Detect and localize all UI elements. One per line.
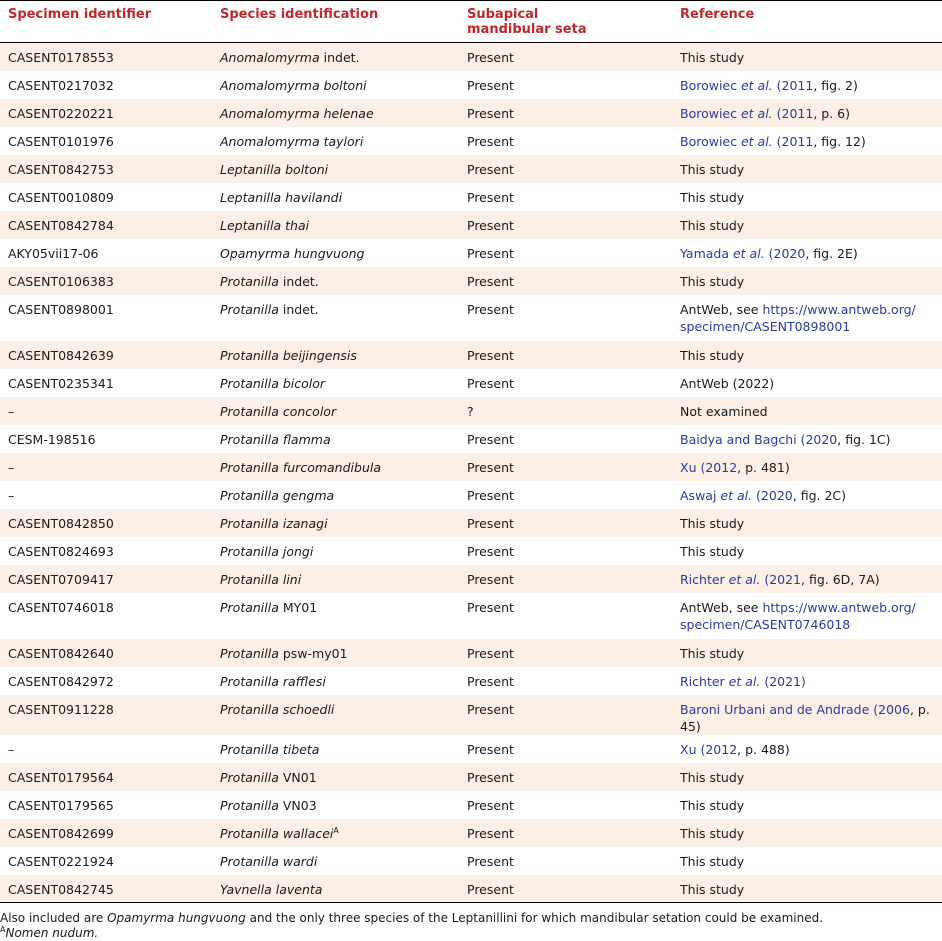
reference-text: This study [680,543,745,559]
reference-text: AntWeb, see [680,599,763,615]
seta-cell: Present [467,459,514,475]
species-name: Anomalomyrma boltoni [220,77,367,93]
table-row [0,481,942,509]
header-species-identification: Species identification [212,1,459,43]
specimen-id-cell: CASENT0220221 [8,105,114,121]
table-row [0,369,942,397]
seta-cell: Present [467,301,514,317]
seta-cell: Present [467,77,514,93]
seta-cell: Present [467,431,514,447]
reference-text: This study [680,881,745,897]
specimen-id-cell: CASENT0842850 [8,515,114,531]
reference-link[interactable]: Borowiec [680,105,741,121]
reference-cell [672,565,942,593]
reference-link[interactable]: Richter [680,673,729,689]
specimen-id-cell: CASENT0842784 [8,217,114,233]
reference-cell [672,211,942,239]
species-name: Leptanilla boltoni [220,161,329,177]
species-name: Protanilla [220,797,279,813]
reference-link[interactable]: (2020 [764,245,806,261]
reference-cell [672,875,942,903]
table-row [0,127,942,155]
species-cell [212,369,459,397]
reference-text: , p. 6) [813,105,850,121]
species-cell [212,211,459,239]
table-body [0,43,942,903]
seta-cell: Present [467,825,514,841]
reference-link[interactable]: Aswaj [680,487,721,503]
species-cell [212,43,459,71]
table-row [0,565,942,593]
specimen-id-cell: CASENT0179565 [8,797,114,813]
species-name: Leptanilla thai [220,217,310,233]
reference-link[interactable]: (2020 [752,487,793,503]
species-cell [212,397,459,425]
footnote-text: Nomen nudum. [5,926,99,940]
species-name: Anomalomyrma [220,50,320,65]
reference-text: , p. 45) [680,701,930,734]
note-line [0,911,942,926]
table-row [0,763,942,791]
reference-text: , fig. 2E) [805,245,858,261]
reference-text: This study [680,515,745,531]
species-cell [212,453,459,481]
species-name: Protanilla wardi [220,853,318,869]
reference-cell [672,239,942,267]
specimen-id-cell: CASENT0221924 [8,853,114,869]
reference-cell [672,369,942,397]
reference-link[interactable]: Baidya and Bagchi (2020 [680,431,838,447]
table-row [0,735,942,763]
reference-cell [672,735,942,763]
species-name: Leptanilla havilandi [220,189,343,205]
footnote-marker: A [0,925,6,934]
specimen-id-cell: CASENT0010809 [8,189,114,205]
species-name: Protanilla lini [220,571,302,587]
seta-cell: Present [467,245,514,261]
species-name: Protanilla tibeta [220,741,320,757]
species-qualifier: indet. [278,273,319,289]
specimen-id-cell: CASENT0178553 [8,50,114,65]
specimen-id-cell: CASENT0746018 [8,599,114,615]
specimen-id-cell: – [8,459,15,475]
reference-link[interactable]: et al. [740,105,773,121]
reference-cell [672,425,942,453]
species-name: Opamyrma hungvuong [220,245,365,261]
reference-link[interactable]: Yamada [680,245,733,261]
seta-cell: Present [467,189,514,205]
reference-cell [672,695,942,735]
reference-link[interactable]: (2021 [760,571,802,587]
specimen-id-cell: CASENT0235341 [8,375,114,391]
reference-cell [672,295,942,341]
species-name: Protanilla gengma [220,487,335,503]
reference-cell [672,509,942,537]
reference-link[interactable]: Xu (2012 [680,459,738,475]
specimen-id-cell: CASENT0842745 [8,881,114,897]
species-cell [212,71,459,99]
species-name: Protanilla schoedli [220,701,335,717]
reference-cell [672,397,942,425]
specimen-id-cell: CASENT0898001 [8,301,114,317]
reference-text: This study [680,347,745,363]
species-cell [212,537,459,565]
species-name: Protanilla rafflesi [220,673,326,689]
species-cell [212,791,459,819]
specimen-id-cell: – [8,403,15,419]
reference-cell [672,99,942,127]
seta-cell: Present [467,645,514,661]
table-row [0,667,942,695]
species-cell [212,565,459,593]
specimen-id-cell: – [8,487,15,503]
specimen-id-cell: CASENT0911228 [8,701,114,717]
note-italic-species: Opamyrma hungvuong [107,911,246,925]
species-cell [212,639,459,667]
table-row [0,267,942,295]
reference-cell [672,537,942,565]
header-specimen-identifier: Specimen identifier [0,1,212,43]
reference-cell [672,155,942,183]
species-cell [212,341,459,369]
reference-text: This study [680,645,745,661]
table-row [0,425,942,453]
seta-cell: Present [467,487,514,503]
reference-cell [672,43,942,71]
specimen-id-cell: CASENT0101976 [8,133,114,149]
table-row [0,819,942,847]
reference-link[interactable]: et al. [740,133,773,149]
table-row [0,71,942,99]
reference-link[interactable]: Richter [680,571,729,587]
specimen-id-cell: CASENT0106383 [8,273,114,289]
seta-cell: Present [467,161,514,177]
species-cell [212,127,459,155]
species-cell [212,267,459,295]
species-cell [212,155,459,183]
table-row [0,239,942,267]
reference-cell [672,341,942,369]
species-name: Protanilla concolor [220,403,337,419]
species-name: Protanilla [220,769,279,785]
reference-link[interactable]: et al. [732,245,765,261]
reference-link[interactable]: (2011 [772,77,814,93]
seta-cell: Present [467,797,514,813]
specimen-id-cell: CASENT0179564 [8,769,114,785]
species-cell [212,183,459,211]
species-cell [212,819,459,847]
seta-cell: Present [467,881,514,897]
table-notes [0,903,942,941]
reference-link[interactable]: Borowiec [680,77,741,93]
table-row [0,537,942,565]
note-text: Also included are [0,911,108,925]
reference-text: This study [680,217,745,233]
reference-link[interactable]: https://www.antweb.org/ specimen/CASENT0898001 [680,301,916,334]
reference-text: AntWeb (2022) [680,375,775,391]
seta-cell: Present [467,543,514,559]
reference-text: This study [680,797,745,813]
reference-text: AntWeb, see [680,301,763,317]
species-cell [212,593,459,639]
seta-cell: Present [467,769,514,785]
specimen-id-cell: AKY05vii17-06 [8,245,99,261]
table-row [0,43,942,71]
seta-cell: Present [467,515,514,531]
species-name: Protanilla beijingensis [220,347,357,363]
specimen-id-cell: CASENT0842972 [8,673,114,689]
table-row [0,875,942,903]
specimen-id-cell: – [8,741,15,757]
seta-cell: Present [467,133,514,149]
footnote-line [0,926,942,941]
reference-link[interactable]: (2021) [760,673,806,689]
table-row [0,397,942,425]
table-row [0,183,942,211]
table-header [0,1,942,43]
seta-cell: Present [467,571,514,587]
footnote-superscript: A [333,825,339,835]
reference-text: , p. 481) [737,459,790,475]
reference-cell [672,639,942,667]
specimen-id-cell: CASENT0824693 [8,543,114,559]
reference-cell [672,791,942,819]
specimen-id-cell: CASENT0709417 [8,571,114,587]
reference-text: , fig. 2) [813,77,858,93]
reference-cell [672,847,942,875]
species-cell [212,481,459,509]
species-cell [212,875,459,903]
species-name: Protanilla jongi [220,543,314,559]
reference-text: This study [680,189,745,205]
species-qualifier: psw-my01 [278,645,348,661]
reference-cell [672,71,942,99]
species-name: Protanilla [220,645,279,661]
table-row [0,847,942,875]
reference-link[interactable]: Baroni Urbani and de Andrade (2006 [680,701,910,717]
species-qualifier: indet. [319,50,360,65]
reference-text: , fig. 1C) [837,431,891,447]
reference-link[interactable]: https://www.antweb.org/ specimen/CASENT0746018 [680,599,916,632]
species-cell [212,239,459,267]
specimen-id-cell: CASENT0842639 [8,347,114,363]
reference-link[interactable]: et al. [728,571,761,587]
specimen-id-cell: CESM-198516 [8,431,96,447]
table-row [0,695,942,735]
species-qualifier: indet. [278,301,319,317]
species-cell [212,509,459,537]
table-row [0,341,942,369]
reference-link[interactable]: (2011 [772,133,814,149]
reference-cell [672,183,942,211]
header-subapical-mandibular-seta: Subapical mandibular seta [459,1,672,43]
seta-cell: Present [467,853,514,869]
species-name: Protanilla [220,301,279,317]
species-cell [212,425,459,453]
reference-text: This study [680,161,745,177]
reference-cell [672,453,942,481]
species-name: Anomalomyrma taylori [220,133,364,149]
reference-link[interactable]: et al. [720,487,753,503]
seta-cell: Present [467,599,514,615]
species-cell [212,735,459,763]
table-row [0,593,942,639]
species-name: Protanilla bicolor [220,375,326,391]
reference-text: This study [680,769,745,785]
table-row [0,639,942,667]
reference-text: , fig. 12) [813,133,866,149]
species-cell [212,295,459,341]
specimen-id-cell: CASENT0842753 [8,161,114,177]
table-row [0,295,942,341]
seta-cell: Present [467,741,514,757]
species-cell [212,695,459,735]
species-cell [212,99,459,127]
species-qualifier: MY01 [278,599,318,615]
species-name: Protanilla flamma [220,431,331,447]
species-name: Yavnella laventa [220,881,323,897]
reference-text: , fig. 6D, 7A) [801,571,880,587]
table-row [0,155,942,183]
reference-cell [672,593,942,639]
note-text-end: and the only three species of the Leptanillini for which mandibular setation could be examined. [245,911,824,925]
species-qualifier: VN03 [278,797,317,813]
specimen-id-cell: CASENT0217032 [8,77,114,93]
table-row [0,791,942,819]
reference-link[interactable]: et al. [728,673,761,689]
seta-cell: Present [467,217,514,233]
table-row [0,453,942,481]
reference-cell [672,267,942,295]
species-name: Protanilla [220,599,279,615]
species-name: Protanilla [220,273,279,289]
seta-cell: Present [467,375,514,391]
reference-cell [672,481,942,509]
reference-text: This study [680,50,745,65]
species-cell [212,847,459,875]
reference-text: , p. 488) [737,741,790,757]
species-name: Anomalomyrma helenae [220,105,374,121]
reference-cell [672,763,942,791]
reference-text: , fig. 2C) [792,487,847,503]
reference-link[interactable]: (2011 [772,105,814,121]
species-qualifier: VN01 [278,769,317,785]
reference-text: This study [680,273,745,289]
reference-text: This study [680,853,745,869]
table-row [0,211,942,239]
reference-cell [672,819,942,847]
seta-cell: Present [467,50,514,65]
seta-cell: Present [467,105,514,121]
species-name: Protanilla furcomandibula [220,459,381,475]
seta-cell: ? [467,403,474,419]
seta-cell: Present [467,347,514,363]
table-row [0,509,942,537]
reference-cell [672,127,942,155]
species-name: Protanilla izanagi [220,515,328,531]
species-name: Protanilla wallacei [220,825,334,841]
header-reference: Reference [672,1,942,43]
species-cell [212,667,459,695]
reference-link[interactable]: Xu (2012 [680,741,738,757]
table-row [0,99,942,127]
seta-cell: Present [467,273,514,289]
specimen-id-cell: CASENT0842640 [8,645,114,661]
specimen-id-cell: CASENT0842699 [8,825,114,841]
seta-cell: Present [467,701,514,717]
seta-cell: Present [467,673,514,689]
reference-cell [672,667,942,695]
reference-link[interactable]: et al. [740,77,773,93]
reference-text: This study [680,825,745,841]
species-cell [212,763,459,791]
reference-link[interactable]: Borowiec [680,133,741,149]
reference-text: Not examined [680,403,768,419]
